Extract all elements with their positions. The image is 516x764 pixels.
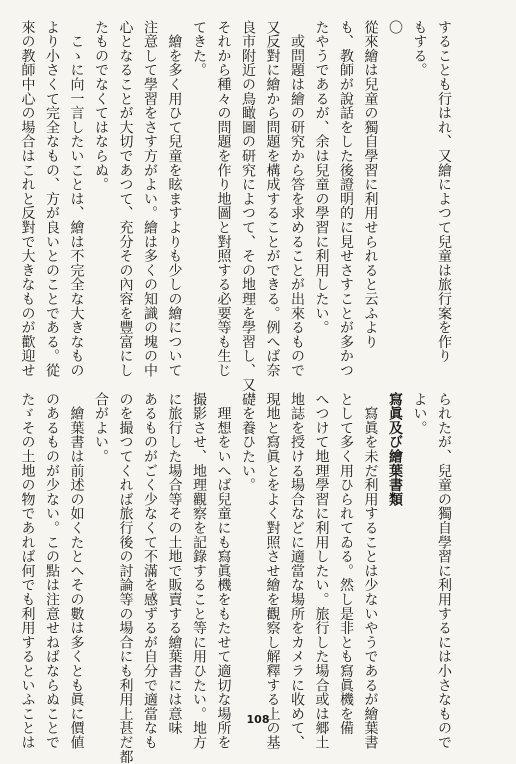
upper-text-block [15, 20, 456, 392]
text-line: もする。 [411, 20, 428, 78]
text-line: 注意して學習をさす方がよい。繪は多くの知識の塊の中 [142, 20, 158, 378]
page-number: 108 [246, 713, 270, 726]
text-line: られたが、兒童の獨自學習に利用するには小さなもので [436, 392, 452, 750]
text-line: たゞその土地の物であれば何でも利用するといふことは [19, 392, 36, 750]
text-line: 寫眞を未だ利用することは少ないやうであるが繪葉書 [362, 392, 379, 750]
section-heading: 寫眞及び繪葉書類 [387, 392, 403, 507]
text-line: 來の教師中心の場合はこれと反對で大きなものが歡迎せ [19, 20, 36, 378]
text-line: も、教師が說話をした後證明的に見せさすことが多かつ [338, 20, 354, 378]
section-mark: 〇 [387, 20, 403, 35]
text-line: 從來繪は兒童の獨自學習に利用せられると云ふより [362, 20, 379, 349]
text-line: に旅行した場合等その土地で販賣する繪葉書には意味 [166, 392, 183, 736]
text-line: それから種々の問題を作り地圖と對照する必要等も生じ [215, 20, 232, 378]
text-line: より小さくて完全なもの、方が良いとのことである。從 [44, 20, 60, 378]
text-line: 撮影させ、地理觀察を記錄すること等に用ひたい。地方 [191, 392, 207, 750]
text-line: 心となることが大切であつて、充分その內容を豐富にし [117, 20, 134, 378]
text-line: へつけて地理學習に利用したい。旅行した場合或は郷土 [313, 392, 330, 750]
text-line: てきた。 [191, 20, 207, 78]
text-line: よい。 [411, 392, 428, 435]
text-line: 理想をいへば兒童にも寫眞機をもたせて適切な場所を [215, 392, 232, 750]
text-line: 現地と寫眞とをよく對照させ繪を觀察し解釋する上の基 [264, 392, 281, 750]
text-line: のあるものが少ない。この點は注意せねばならぬことで [44, 392, 60, 750]
text-line: 或問題は繪の研究から答を求めることが出來るもので [289, 20, 305, 378]
text-line: のを撮つてくれば旅行後の討論等の場合にも利用上甚だ都 [117, 392, 134, 764]
text-line: 地誌を授ける場合などに適當な場所をカメラに收めて、 [289, 392, 305, 750]
text-line: 合がよい。 [93, 392, 109, 464]
text-line: 又反對に繪から問題を構成することができる。例へば奈 [264, 20, 281, 378]
text-line: することも行はれ、又繪によつて兒童は旅行案を作り [436, 20, 452, 364]
text-line: たものでなくてはならぬ。 [93, 20, 109, 192]
text-line: として多く用ひられてゐる。然し是非とも寫眞機を備 [338, 392, 354, 736]
text-line: 礎を養ひたい。 [240, 392, 256, 493]
text-line: 繪葉書は前述の如くたとへその數は多くとも眞に價値 [68, 392, 85, 750]
text-line: こゝに向一言したいことは、繪は不完全な大きなもの [68, 20, 85, 378]
text-line: たやうであるが、余は兒童の學習に利用したい。 [313, 20, 330, 335]
text-line: あるものがごく少なくて不滿を感ずるが自分で適當なも [142, 392, 158, 750]
text-line: 繪を多く用ひて兒童を眩ますよりも少しの繪について [166, 20, 183, 378]
text-line: 良市附近の鳥瞰圖の研究によつて、その地理を學習し、又 [240, 20, 256, 392]
